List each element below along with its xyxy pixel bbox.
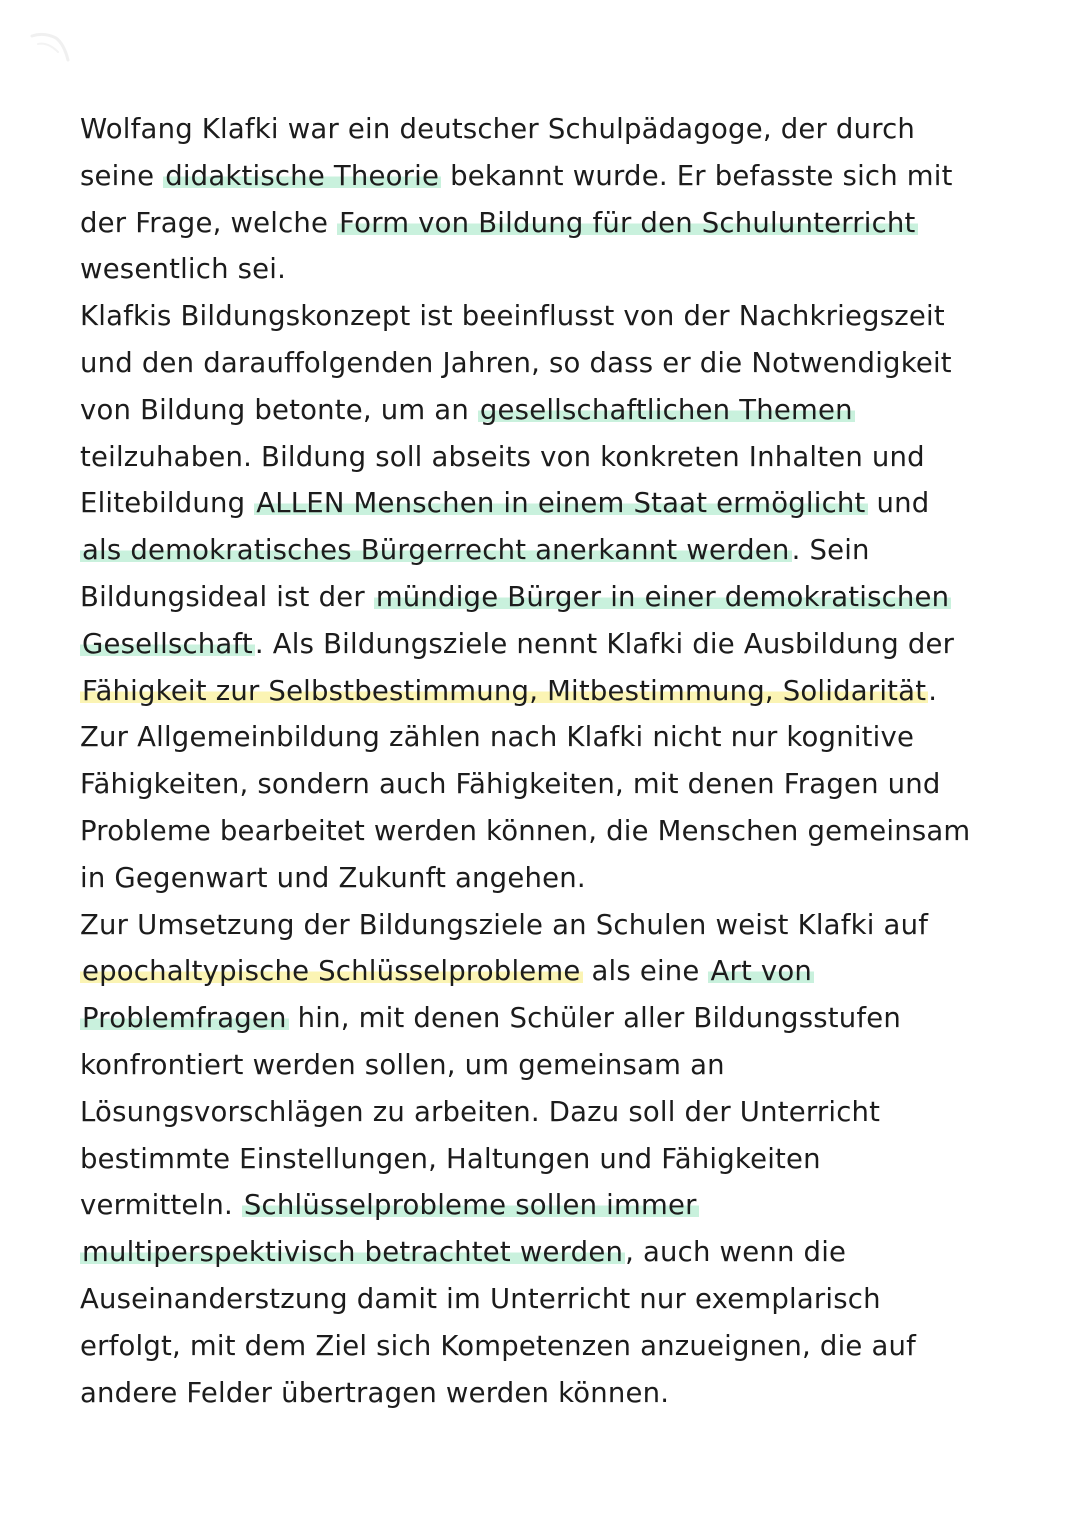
highlighted-phrase: didaktische Theorie: [165, 159, 440, 192]
text-line: [80, 1276, 1040, 1323]
highlighted-phrase: gesellschaftlichen Themen: [479, 393, 853, 426]
text-line: [80, 480, 1040, 527]
text-segment: konfrontiert werden sollen, um gemeinsam an: [80, 1048, 725, 1081]
text-line: [80, 1089, 1040, 1136]
highlighted-phrase: ALLEN Menschen in einem Staat ermöglicht: [256, 487, 866, 520]
highlighted-phrase: Problemfragen: [82, 1002, 287, 1035]
text-segment: , auch wenn die: [625, 1236, 847, 1269]
text-line: [80, 340, 1040, 387]
text-segment: und: [867, 487, 930, 520]
highlighted-phrase: Schlüsselprobleme sollen immer: [243, 1189, 697, 1222]
text-segment: erfolgt, mit dem Ziel sich Kompetenzen anzueignen, die auf: [80, 1329, 917, 1362]
text-segment: Elitebildung: [80, 487, 255, 520]
highlighted-phrase: multiperspektivisch betrachtet werden: [82, 1236, 624, 1269]
highlighted-phrase: Gesellschaft: [82, 627, 253, 660]
text-line: [80, 948, 1040, 995]
text-line: [80, 1229, 1040, 1276]
text-line: [80, 434, 1040, 481]
text-line: [80, 387, 1040, 434]
text-segment: Auseinanderstzung damit im Unterricht nur exemplarisch: [80, 1282, 881, 1315]
text-segment: .: [928, 674, 938, 707]
text-segment: Fähigkeiten, sondern auch Fähigkeiten, mit denen Fragen und: [80, 768, 941, 801]
text-segment: Zur Umsetzung der Bildungsziele an Schulen weist Klafki auf: [80, 908, 929, 941]
text-segment: von Bildung betonte, um an: [80, 393, 478, 426]
text-segment: . Sein: [791, 534, 870, 567]
text-segment: als eine: [582, 955, 709, 988]
highlighted-phrase: Form von Bildung für den Schulunterricht: [339, 206, 916, 239]
text-segment: und den darauffolgenden Jahren, so dass er die Notwendigkeit: [80, 346, 952, 379]
text-line: [80, 1042, 1040, 1089]
text-line: [80, 714, 1040, 761]
text-line: [80, 855, 1040, 902]
text-segment: der Frage, welche: [80, 206, 338, 239]
text-line: [80, 574, 1040, 621]
text-line: [80, 761, 1040, 808]
text-line: [80, 293, 1040, 340]
text-line: [80, 200, 1040, 247]
text-segment: bekannt wurde. Er befasste sich mit: [441, 159, 953, 192]
faint-corner-mark-icon: [28, 30, 74, 70]
text-line: [80, 153, 1040, 200]
text-segment: in Gegenwart und Zukunft angehen.: [80, 861, 586, 894]
handwritten-text-body: [80, 106, 1040, 1416]
text-line: [80, 106, 1040, 153]
highlighted-phrase: mündige Bürger in einer demokratischen: [375, 580, 950, 613]
text-line: [80, 995, 1040, 1042]
text-segment: Zur Allgemeinbildung zählen nach Klafki nicht nur kognitive: [80, 721, 915, 754]
text-segment: wesentlich sei.: [80, 253, 287, 286]
highlighted-phrase: Fähigkeit zur Selbstbestimmung, Mitbestimmung, Solidarität: [82, 674, 927, 707]
text-segment: seine: [80, 159, 164, 192]
text-segment: Wolfang Klafki war ein deutscher Schulpädagoge, der durch: [80, 113, 916, 145]
text-line: [80, 902, 1040, 949]
text-segment: vermitteln.: [80, 1189, 242, 1222]
text-segment: Probleme bearbeitet werden können, die Menschen gemeinsam: [80, 814, 971, 847]
text-segment: . Als Bildungsziele nennt Klafki die Ausbildung der: [254, 627, 955, 660]
text-line: [80, 1182, 1040, 1229]
text-segment: Klafkis Bildungskonzept ist beeinflusst von der Nachkriegszeit: [80, 300, 945, 333]
text-segment: Lösungsvorschlägen zu arbeiten. Dazu soll der Unterricht: [80, 1095, 881, 1128]
text-segment: Bildungsideal ist der: [80, 580, 374, 613]
text-segment: hin, mit denen Schüler aller Bildungsstufen: [288, 1002, 902, 1035]
text-segment: bestimmte Einstellungen, Haltungen und Fähigkeiten: [80, 1142, 821, 1175]
highlighted-phrase: als demokratisches Bürgerrecht anerkannt werden: [82, 534, 790, 567]
text-line: [80, 527, 1040, 574]
highlighted-phrase: epochaltypische Schlüsselprobleme: [82, 955, 581, 988]
highlighted-phrase: Art von: [710, 955, 813, 988]
text-segment: teilzuhaben. Bildung soll abseits von konkreten Inhalten und: [80, 440, 925, 473]
text-line: [80, 808, 1040, 855]
text-line: [80, 1136, 1040, 1183]
text-line: [80, 1323, 1040, 1370]
text-line: [80, 621, 1040, 668]
text-line: [80, 1370, 1040, 1417]
text-line: [80, 246, 1040, 293]
text-line: [80, 668, 1040, 715]
text-segment: andere Felder übertragen werden können.: [80, 1376, 670, 1409]
